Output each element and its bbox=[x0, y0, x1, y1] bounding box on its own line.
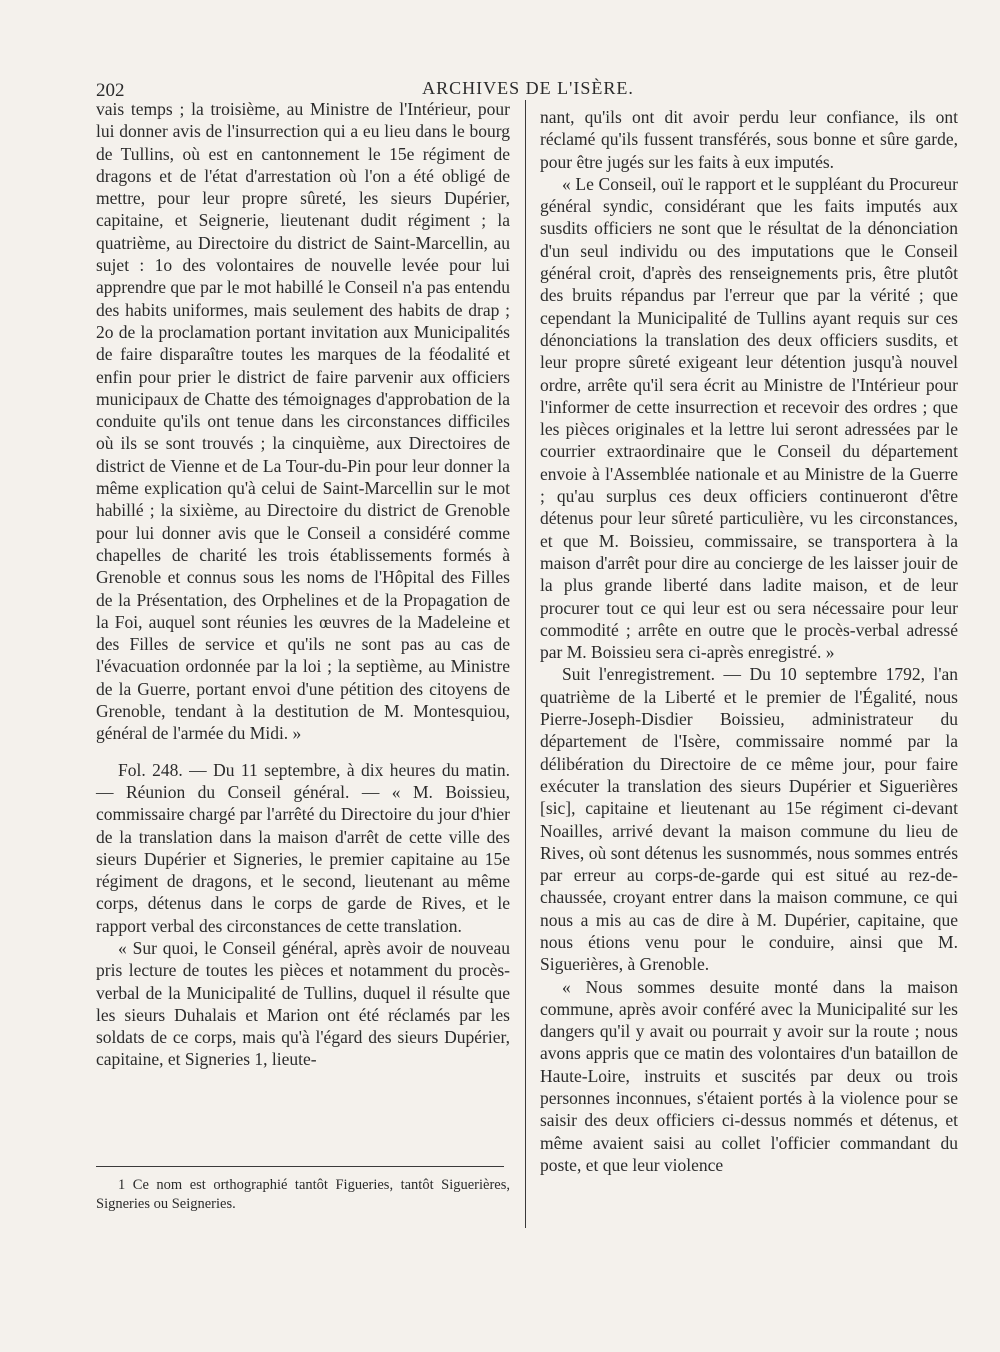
page-number: 202 bbox=[96, 80, 125, 101]
footnote-divider bbox=[96, 1166, 504, 1167]
paragraph: vais temps ; la troisième, au Ministre de l'Intérieur, pour lui donner avis de l'insurrection qui a eu lieu dans le bourg de Tullins, où est en cantonnement le 15e régiment de dragons et de l'état d'arrestation où l'on a été obligé de mettre, pour leur propre sûreté, les sieurs Dupérier, capitaine, et Seignerie, lieutenant dudit régiment ; la quatrième, au Directoire du district de Saint-Marcellin, au sujet : 1o des volontaires de nouvelle levée pour lui apprendre que par le mot habillé le Conseil n'a pas entendu des habits uniformes, mais seulement des habits de drap ; 2o de la proclamation portant invitation aux Municipalités de faire disparaître toutes les marques de la féodalité et enfin pour prier le district de faire parvenir aux officiers municipaux de Chatte des témoignages d'approbation de la conduite qu'ils ont tenue dans les circonstances difficiles où ils se sont trouvés ; la cinquième, aux Directoires de district de Vienne et de La Tour-du-Pin pour leur donner la même explication qu'à celui de Saint-Marcellin sur le mot habillé ; la sixième, au Directoire du district de Grenoble pour lui donner avis que le Conseil a considéré comme chapelles de charité les trois établissements formés à Grenoble et connus sous les noms de l'Hôpital des Filles de la Présentation, des Orphelines et de la Propagation de la Foi, auquel sont réunies les œuvres de la Madeleine et des Filles de service et qu'ils ne sont pas au cas de l'évacuation ordonnée par la loi ; la septième, au Ministre de la Guerre, portant envoi d'une pétition des citoyens de Grenoble, tendant à la destitution de M. Montesquiou, général de l'armée du Midi. » bbox=[96, 99, 510, 744]
footnote: 1 Ce nom est orthographié tantôt Figueries, tantôt Siguerières, Signeries ou Seigneries. bbox=[96, 1177, 510, 1212]
running-head: ARCHIVES DE L'ISÈRE. bbox=[422, 78, 634, 98]
paragraph: « Nous sommes desuite monté dans la maison commune, après avoir conféré avec la Municipalité sur les dangers qu'il y avait ou pourrait y avoir sur la route ; nous avons appris que ce matin des volontaires d'un bataillon de Haute-Loire, instruits et suscités par deux ou trois personnes inconnues, s'étaient portés à la violence pour se saisir des deux officiers ci-dessus nommés et détenus, et même avaient saisi au collet l'officier commandant du poste, et que leur violence bbox=[540, 976, 958, 1175]
paragraph: « Le Conseil, ouï le rapport et le suppléant du Procureur général syndic, considérant que les faits imputés aux susdits officiers ne sont que le résultat de la dénonciation d'un seul individu ou des imputations que le Conseil général croit, d'après des renseignements pris, être plutôt des bruits répandus par l'erreur que par la vérité ; que cependant la Municipalité de Tullins ayant requis sur ces dénonciations la translation des deux officiers susdits, et leur propre sûreté exigeant leur détention jusqu'à nouvel ordre, arrête qu'il sera écrit au Ministre de l'Intérieur pour l'informer de cette insurrection et recevoir des ordres ; que les pièces originales et la lettre lui seront adressées par le courrier extraordinaire que le Conseil du département envoie à l'Assemblée nationale et au Ministre de la Guerre ; qu'au surplus ces deux officiers continueront d'être détenus pour leur sûreté particulière, vu les circonstances, et que M. Boissieu, commissaire, se transportera à la maison d'arrêt pour dire au concierge de les laisser jouir de la plus grande liberté dans ladite maison, et de leur procurer tout ce qui leur est ou sera nécessaire pour leur commodité ; arrête en outre que le procès-verbal adressé par M. Boissieu sera ci-après enregistré. » bbox=[540, 173, 958, 663]
left-column bbox=[96, 98, 510, 1071]
paragraph: Suit l'enregistrement. — Du 10 septembre 1792, l'an quatrième de la Liberté et le premier de l'Égalité, nous Pierre-Joseph-Disdier Boissieu, administrateur du département de l'Isère, commissaire nommé par la délibération du Directoire de ce même jour, pour faire exécuter la translation des sieurs Dupérier et Siguerières [sic], capitaine et lieutenant au 15e régiment ci-devant Noailles, arrivé devant la maison commune du lieu de Rives, où sont détenus les susnommés, nous sommes entrés par erreur au corps-de-garde qui est situé au rez-de-chaussée, croyant entrer dans la maison commune, ce qui nous a mis au cas de dire à M. Dupérier, capitaine, que nous étions venu pour le conduire, ainsi que M. Siguerières, à Grenoble. bbox=[540, 664, 958, 975]
column-divider bbox=[525, 100, 526, 1228]
paragraph: Fol. 248. — Du 11 septembre, à dix heures du matin. — Réunion du Conseil général. — « M. Boissieu, commissaire chargé par l'arrêté du Directoire du jour d'hier de la translation dans la maison d'arrêt de cette ville des sieurs Dupérier et Signeries, le premier capitaine au 15e régiment de dragons, et le second, lieutenant au même corps, détenus dans le corps de garde de Rives, et le rapport verbal des circonstances de cette translation. bbox=[96, 759, 510, 936]
right-column bbox=[540, 106, 958, 1176]
paragraph: « Sur quoi, le Conseil général, après avoir de nouveau pris lecture de toutes les pièces et notamment du procès-verbal de la Municipalité de Tullins, duquel il résulte que les sieurs Duhalais et Marion ont été réclamés par les soldats de ce corps, mais qu'à l'égard des sieurs Dupérier, capitaine, et Signeries 1, lieute- bbox=[96, 937, 510, 1070]
paragraph: nant, qu'ils ont dit avoir perdu leur confiance, ils ont réclamé qu'ils fussent transférés, sous bonne et sûre garde, pour être jugés sur les faits à eux imputés. bbox=[540, 107, 958, 172]
